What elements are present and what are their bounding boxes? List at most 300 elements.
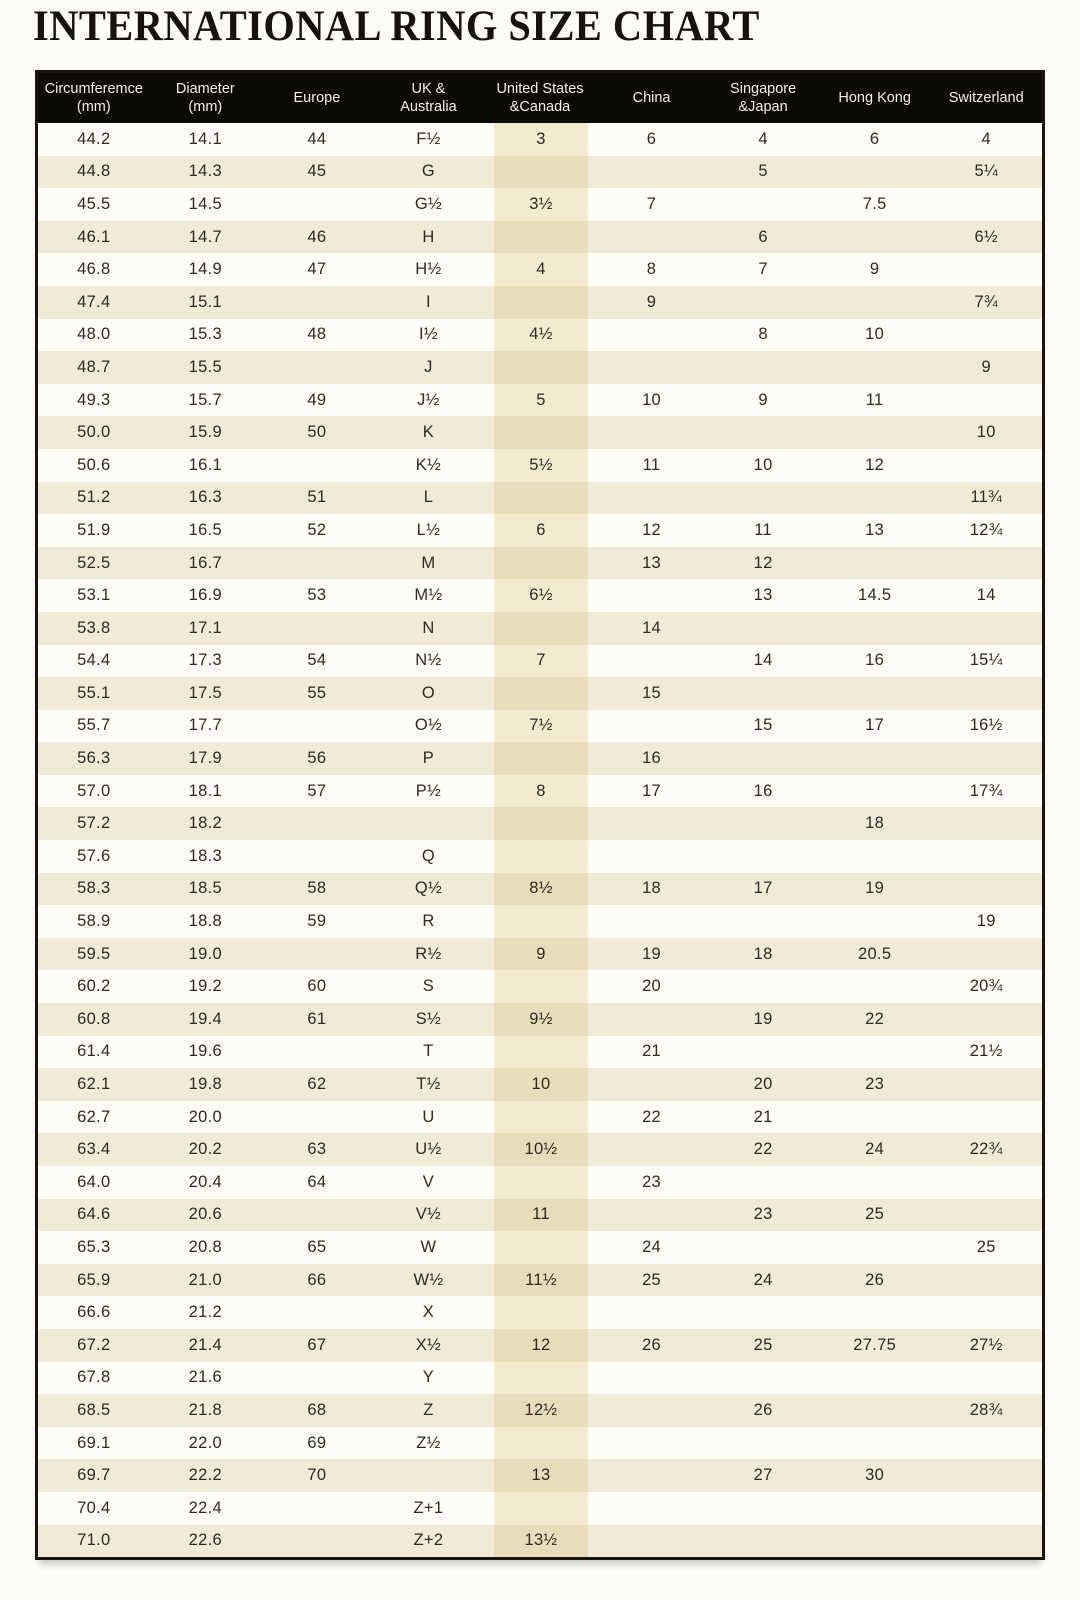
table-cell: 4 xyxy=(981,129,991,148)
table-cell xyxy=(596,1427,708,1460)
table-cell: 50.0 xyxy=(77,423,111,442)
table-cell xyxy=(261,1296,373,1329)
table-row xyxy=(38,873,1042,906)
table-row xyxy=(38,547,1042,580)
table-cell xyxy=(930,449,1042,482)
table-cell xyxy=(484,221,596,254)
table-cell: 4½ xyxy=(484,319,596,352)
table-cell: 62.7 xyxy=(77,1107,111,1126)
table-row xyxy=(38,449,1042,482)
table-cell: 19.6 xyxy=(188,1042,222,1061)
table-cell: 5½ xyxy=(484,449,596,482)
table-cell xyxy=(484,612,596,645)
table-cell: F½ xyxy=(416,129,441,148)
table-cell: 7 xyxy=(484,645,596,678)
table-cell xyxy=(707,1427,819,1460)
table-cell: 57.6 xyxy=(77,846,111,865)
table-cell: 25 xyxy=(642,1270,662,1289)
table-row xyxy=(38,1003,1042,1036)
table-cell: V xyxy=(422,1172,435,1191)
table-cell xyxy=(261,710,373,743)
table-cell xyxy=(596,645,708,678)
table-row xyxy=(38,1296,1042,1329)
table-cell xyxy=(707,286,819,319)
table-cell: Z+2 xyxy=(413,1531,444,1550)
table-cell xyxy=(596,1068,708,1101)
table-cell: 11¾ xyxy=(970,488,1003,507)
table-cell: 12 xyxy=(865,455,885,474)
table-cell: 50.6 xyxy=(77,455,111,474)
page-title: INTERNATIONAL RING SIZE CHART xyxy=(33,3,760,50)
table-cell: 15.3 xyxy=(188,325,222,344)
table-cell: T xyxy=(423,1042,434,1061)
table-cell xyxy=(596,156,708,189)
table-cell: 27.75 xyxy=(853,1335,897,1354)
table-cell: 14.1 xyxy=(188,129,222,148)
table-cell: 19 xyxy=(865,879,885,898)
table-cell xyxy=(596,319,708,352)
table-header xyxy=(38,73,1042,123)
table-cell: 22.0 xyxy=(188,1433,222,1452)
table-cell: 53 xyxy=(307,586,327,605)
table-cell: 10 xyxy=(642,390,662,409)
table-cell: 20.5 xyxy=(857,944,892,963)
table-cell xyxy=(930,384,1042,417)
table-cell xyxy=(484,1492,596,1525)
table-cell: 17 xyxy=(865,716,885,735)
table-cell xyxy=(707,188,819,221)
table-cell: 27½ xyxy=(969,1335,1003,1354)
table-cell: 17¾ xyxy=(969,781,1003,800)
table-cell: 21½ xyxy=(969,1042,1003,1061)
table-cell xyxy=(707,1525,819,1558)
table-cell: 6 xyxy=(484,514,596,547)
table-cell: 48.0 xyxy=(77,325,111,344)
table-row xyxy=(38,1199,1042,1232)
table-cell: N xyxy=(422,618,435,637)
table-cell: 55.1 xyxy=(77,683,111,702)
table-cell: P xyxy=(422,749,435,768)
table-cell: 13 xyxy=(865,520,885,539)
table-cell: 47 xyxy=(307,260,327,279)
table-row xyxy=(38,807,1042,840)
table-cell: 44.2 xyxy=(77,129,111,148)
table-cell xyxy=(484,351,596,384)
table-cell: 57.0 xyxy=(77,781,111,800)
table-cell xyxy=(707,351,819,384)
table-cell xyxy=(261,938,373,971)
table-cell xyxy=(596,1003,708,1036)
table-cell xyxy=(930,612,1042,645)
table-row xyxy=(38,156,1042,189)
table-cell: 20.8 xyxy=(188,1237,222,1256)
table-cell xyxy=(484,482,596,515)
table-cell xyxy=(707,840,819,873)
table-cell: 12½ xyxy=(484,1394,596,1427)
table-cell xyxy=(930,807,1042,840)
table-cell: Q½ xyxy=(414,879,443,898)
table-cell xyxy=(930,1068,1042,1101)
table-cell: 17.7 xyxy=(188,716,222,735)
table-cell: 58.9 xyxy=(77,912,111,931)
table-cell xyxy=(930,253,1042,286)
table-cell xyxy=(819,1101,931,1134)
table-cell: 20.0 xyxy=(188,1107,222,1126)
table-cell: W½ xyxy=(413,1270,444,1289)
table-cell: 52.5 xyxy=(77,553,111,572)
table-cell: 14.5 xyxy=(857,586,892,605)
table-cell xyxy=(596,482,708,515)
table-row xyxy=(38,579,1042,612)
table-cell xyxy=(930,1199,1042,1232)
table-cell: I xyxy=(425,292,431,311)
table-cell: K½ xyxy=(415,455,442,474)
table-cell: 4 xyxy=(758,129,768,148)
table-cell: X½ xyxy=(415,1335,442,1354)
table-cell: 26 xyxy=(753,1400,773,1419)
table-cell xyxy=(930,840,1042,873)
table-cell: 24 xyxy=(865,1140,885,1159)
table-cell: 5 xyxy=(484,384,596,417)
table-cell: 46.8 xyxy=(77,260,111,279)
table-cell: 21.8 xyxy=(188,1400,222,1419)
table-cell: 7.5 xyxy=(862,194,887,213)
table-cell xyxy=(707,677,819,710)
table-cell xyxy=(819,351,931,384)
table-cell xyxy=(261,1101,373,1134)
table-cell: Z½ xyxy=(416,1433,441,1452)
table-cell: 16.9 xyxy=(188,586,222,605)
table-cell: 69 xyxy=(307,1433,327,1452)
table-cell: 19 xyxy=(753,1009,773,1028)
table-cell: 62 xyxy=(307,1075,327,1094)
table-row xyxy=(38,1036,1042,1069)
table-cell: 49.3 xyxy=(77,390,111,409)
table-row xyxy=(38,1427,1042,1460)
table-cell: 51 xyxy=(307,488,327,507)
table-cell xyxy=(930,1492,1042,1525)
table-cell xyxy=(484,1231,596,1264)
table-cell xyxy=(484,1036,596,1069)
table-cell xyxy=(596,1362,708,1395)
table-cell xyxy=(484,970,596,1003)
table-cell xyxy=(819,547,931,580)
table-cell: 9 xyxy=(646,292,657,311)
table-cell: 69.1 xyxy=(77,1433,111,1452)
table-cell: 22.2 xyxy=(188,1466,222,1485)
table-row xyxy=(38,1166,1042,1199)
table-cell: 20 xyxy=(642,977,662,996)
table-cell xyxy=(819,840,931,873)
table-cell xyxy=(484,1296,596,1329)
table-cell: 6½ xyxy=(974,227,998,246)
table-cell: S xyxy=(422,977,435,996)
table-cell: 5 xyxy=(758,162,768,181)
table-cell: S½ xyxy=(415,1009,442,1028)
table-cell: 21 xyxy=(642,1042,662,1061)
table-cell xyxy=(261,1525,373,1558)
table-cell xyxy=(484,286,596,319)
table-cell: 64.0 xyxy=(77,1172,111,1191)
table-cell: 65.3 xyxy=(77,1237,111,1256)
table-cell: 12 xyxy=(484,1329,596,1362)
table-cell xyxy=(484,905,596,938)
table-row xyxy=(38,840,1042,873)
table-cell xyxy=(930,1296,1042,1329)
table-cell xyxy=(261,1036,373,1069)
table-cell xyxy=(261,286,373,319)
table-cell xyxy=(707,905,819,938)
table-cell xyxy=(596,807,708,840)
table-row xyxy=(38,612,1042,645)
table-cell: 18.3 xyxy=(188,846,222,865)
table-cell: 19 xyxy=(642,944,662,963)
table-cell: G½ xyxy=(414,194,443,213)
table-cell xyxy=(819,1166,931,1199)
table-cell: 26 xyxy=(642,1335,662,1354)
table-cell: 68 xyxy=(307,1400,327,1419)
table-row xyxy=(38,1101,1042,1134)
table-row xyxy=(38,1329,1042,1362)
table-cell: 22 xyxy=(753,1140,773,1159)
table-cell: 11 xyxy=(865,390,884,409)
table-cell: 7½ xyxy=(484,710,596,743)
table-cell: 56 xyxy=(307,749,327,768)
table-cell: 62.1 xyxy=(77,1075,111,1094)
table-cell xyxy=(261,612,373,645)
table-cell xyxy=(261,188,373,221)
table-cell: 7 xyxy=(758,260,768,279)
table-cell: 46.1 xyxy=(77,227,111,246)
table-cell: 18.8 xyxy=(188,912,222,931)
table-cell: 64 xyxy=(307,1172,327,1191)
table-cell: 3½ xyxy=(484,188,596,221)
table-cell: 13½ xyxy=(484,1525,596,1558)
table-cell: 16½ xyxy=(969,716,1003,735)
table-cell: 13 xyxy=(642,553,662,572)
table-cell: 12 xyxy=(753,553,773,572)
table-cell: 10½ xyxy=(484,1133,596,1166)
table-cell: Z+1 xyxy=(413,1498,444,1517)
table-cell xyxy=(596,1133,708,1166)
table-cell: 10 xyxy=(976,423,996,442)
table-cell xyxy=(707,1362,819,1395)
table-cell: 19.4 xyxy=(188,1009,222,1028)
table-cell: 68.5 xyxy=(77,1400,111,1419)
table-cell: 54.4 xyxy=(77,651,111,670)
table-cell: 70 xyxy=(307,1466,327,1485)
table-cell xyxy=(261,1362,373,1395)
table-cell xyxy=(484,807,596,840)
table-cell: T½ xyxy=(416,1075,441,1094)
table-cell: L½ xyxy=(416,520,441,539)
table-cell: 26 xyxy=(865,1270,885,1289)
table-cell: 21.2 xyxy=(188,1303,222,1322)
table-cell xyxy=(596,905,708,938)
table-cell: 25 xyxy=(865,1205,885,1224)
table-cell: 22 xyxy=(865,1009,885,1028)
table-cell xyxy=(596,1199,708,1232)
table-row xyxy=(38,221,1042,254)
table-cell xyxy=(707,742,819,775)
table-cell: X xyxy=(422,1303,435,1322)
table-cell: 49 xyxy=(307,390,327,409)
table-cell xyxy=(819,970,931,1003)
table-cell xyxy=(819,1036,931,1069)
table-cell xyxy=(707,1492,819,1525)
table-row xyxy=(38,482,1042,515)
table-row xyxy=(38,1231,1042,1264)
table-cell xyxy=(930,1166,1042,1199)
table-cell: 57.2 xyxy=(77,814,111,833)
table-cell: 6 xyxy=(758,227,768,246)
table-cell xyxy=(707,1296,819,1329)
table-cell: G xyxy=(421,162,435,181)
table-cell: 66 xyxy=(307,1270,327,1289)
table-cell xyxy=(707,612,819,645)
table-cell: 55.7 xyxy=(77,716,111,735)
table-cell: 58.3 xyxy=(77,879,111,898)
table-cell xyxy=(707,1036,819,1069)
table-cell: 16.5 xyxy=(188,520,222,539)
table-cell xyxy=(484,1362,596,1395)
table-cell xyxy=(596,1296,708,1329)
table-cell: 60.2 xyxy=(77,977,111,996)
table-cell xyxy=(261,351,373,384)
table-cell: 18 xyxy=(753,944,773,963)
table-cell: 17.5 xyxy=(188,683,222,702)
table-cell xyxy=(930,742,1042,775)
table-cell: 12¾ xyxy=(969,520,1003,539)
table-body xyxy=(38,123,1042,1557)
table-cell: 8 xyxy=(646,260,657,279)
table-cell xyxy=(930,319,1042,352)
table-cell: U xyxy=(422,1107,435,1126)
table-cell: 28¾ xyxy=(969,1400,1003,1419)
table-cell: 50 xyxy=(307,423,327,442)
table-cell: 12 xyxy=(642,520,662,539)
table-cell: J½ xyxy=(417,390,440,409)
table-cell: 22 xyxy=(642,1107,662,1126)
table-row xyxy=(38,645,1042,678)
table-cell: 6 xyxy=(869,129,880,148)
table-cell xyxy=(261,1199,373,1232)
table-cell: 45.5 xyxy=(77,194,111,213)
table-cell xyxy=(484,1101,596,1134)
table-row xyxy=(38,1264,1042,1297)
table-cell: 20.2 xyxy=(188,1140,222,1159)
table-cell: 67.2 xyxy=(77,1335,111,1354)
table-cell: 9½ xyxy=(484,1003,596,1036)
table-cell: 22¾ xyxy=(969,1140,1003,1159)
table-row xyxy=(38,351,1042,384)
table-cell: 14.9 xyxy=(188,260,222,279)
table-cell: 18 xyxy=(642,879,662,898)
table-cell: 9 xyxy=(758,390,768,409)
table-row xyxy=(38,1362,1042,1395)
table-cell: 9 xyxy=(484,938,596,971)
table-cell xyxy=(819,677,931,710)
table-cell xyxy=(596,221,708,254)
table-cell xyxy=(819,286,931,319)
table-cell: 24 xyxy=(642,1237,662,1256)
table-cell xyxy=(596,1492,708,1525)
table-cell: 61.4 xyxy=(77,1042,111,1061)
table-cell: H½ xyxy=(415,260,442,279)
table-cell xyxy=(707,482,819,515)
table-cell xyxy=(819,612,931,645)
table-cell: 18.1 xyxy=(188,781,222,800)
table-cell: O xyxy=(421,683,435,702)
table-cell: R½ xyxy=(415,944,442,963)
table-cell xyxy=(596,416,708,449)
table-cell: 15.1 xyxy=(188,292,222,311)
table-cell xyxy=(819,1296,931,1329)
table-cell: 47.4 xyxy=(77,292,111,311)
table-cell xyxy=(819,742,931,775)
table-cell: 60 xyxy=(307,977,327,996)
table-cell: N½ xyxy=(415,651,442,670)
table-cell: 21.4 xyxy=(188,1335,222,1354)
table-cell: Y xyxy=(422,1368,435,1387)
table-cell: 30 xyxy=(865,1466,885,1485)
table-cell: 27 xyxy=(753,1466,773,1485)
table-cell: M½ xyxy=(414,586,443,605)
table-row xyxy=(38,514,1042,547)
table-cell: 48.7 xyxy=(77,357,111,376)
table-cell: W xyxy=(420,1237,437,1256)
column-header: Singapore &Japan xyxy=(730,80,797,115)
table-cell xyxy=(707,970,819,1003)
table-cell: 21.6 xyxy=(188,1368,222,1387)
table-cell: K xyxy=(422,423,435,442)
table-row xyxy=(38,286,1042,319)
table-row xyxy=(38,742,1042,775)
table-cell: 16 xyxy=(865,651,885,670)
table-cell: 7¾ xyxy=(974,292,998,311)
table-cell: 55 xyxy=(307,683,327,702)
table-cell xyxy=(819,156,931,189)
table-cell: 13 xyxy=(484,1459,596,1492)
table-cell: U½ xyxy=(415,1140,442,1159)
table-cell xyxy=(819,1525,931,1558)
table-cell xyxy=(596,351,708,384)
table-cell: 11 xyxy=(484,1199,596,1232)
table-cell: 23 xyxy=(753,1205,773,1224)
column-header: Europe xyxy=(293,89,341,106)
ring-size-table xyxy=(35,70,1045,1560)
table-cell: 18.5 xyxy=(188,879,222,898)
table-cell: 15.5 xyxy=(188,357,222,376)
table-cell: 17.1 xyxy=(188,618,222,637)
table-cell xyxy=(819,905,931,938)
table-cell: 59.5 xyxy=(77,944,111,963)
table-cell: 13 xyxy=(753,586,773,605)
table-row xyxy=(38,1459,1042,1492)
table-cell: 54 xyxy=(307,651,327,670)
table-cell: 44 xyxy=(307,129,327,148)
table-cell: 15¼ xyxy=(969,651,1003,670)
table-row xyxy=(38,1394,1042,1427)
table-row xyxy=(38,123,1042,156)
table-cell: 11 xyxy=(642,455,661,474)
table-cell: 5¼ xyxy=(974,162,998,181)
table-cell: 20¾ xyxy=(969,977,1003,996)
table-cell: 16.1 xyxy=(188,455,222,474)
table-cell xyxy=(484,1427,596,1460)
table-row xyxy=(38,775,1042,808)
table-cell: 15 xyxy=(753,716,773,735)
